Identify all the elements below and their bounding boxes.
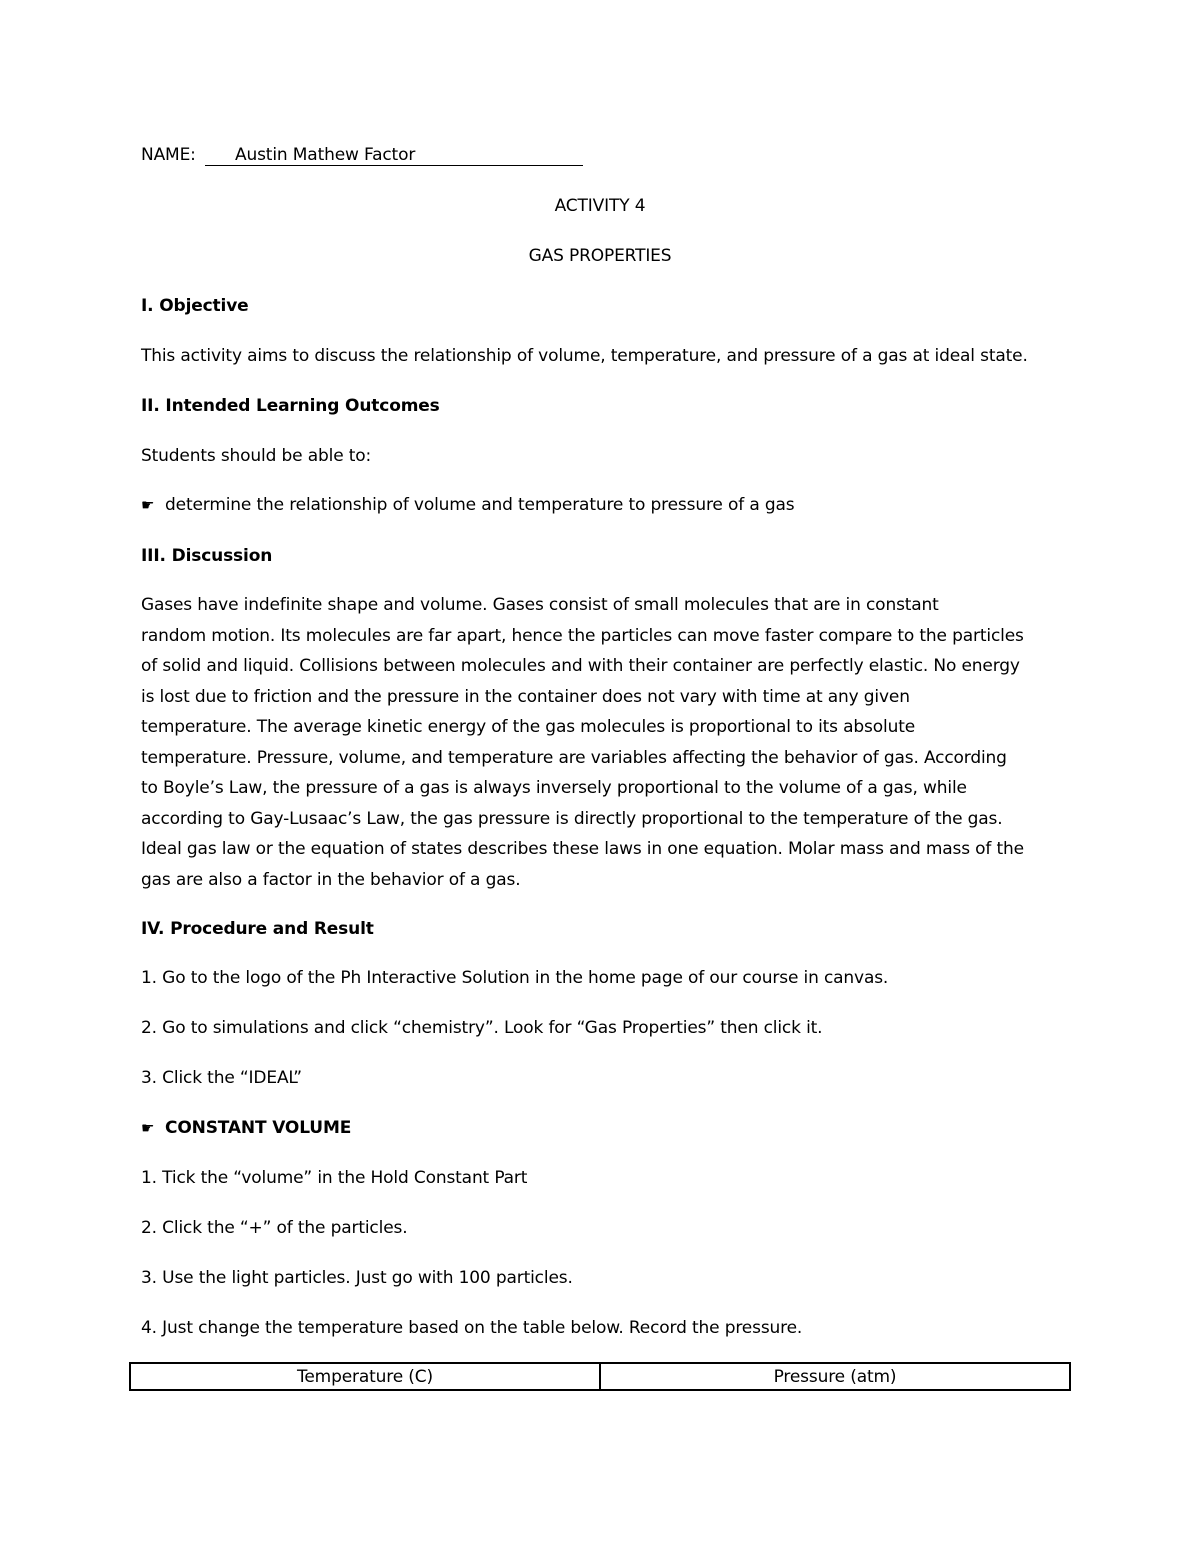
constant-volume-step: 3. Use the light particles. Just go with 100 particles. — [141, 1268, 573, 1288]
discussion-line: Ideal gas law or the equation of states describes these laws in one equation. Molar mass and mass of the — [141, 839, 1024, 859]
discussion-line: of solid and liquid. Collisions between molecules and with their container are perfectly elastic. No energy — [141, 656, 1020, 676]
name-value: Austin Mathew Factor — [205, 145, 583, 166]
outcome-item — [141, 494, 794, 516]
name-label: NAME: — [141, 145, 196, 165]
discussion-line: gas are also a factor in the behavior of a gas. — [141, 869, 521, 890]
discussion-line: is lost due to friction and the pressure in the container does not vary with time at any given — [141, 686, 910, 707]
discussion-paragraph — [141, 590, 1061, 895]
discussion-heading: III. Discussion — [141, 546, 273, 566]
outcomes-intro: Students should be able to: — [141, 446, 372, 466]
temperature-column-header: Temperature (C) — [130, 1363, 600, 1390]
constant-volume-step: 4. Just change the temperature based on the table below. Record the pressure. — [141, 1318, 803, 1338]
activity-title: ACTIVITY 4 — [554, 196, 646, 216]
constant-volume-heading — [141, 1117, 351, 1139]
pointing-hand-icon: ☛ — [141, 496, 155, 514]
constant-volume-step: 2. Click the “+” of the particles. — [141, 1218, 408, 1238]
constant-volume-title: CONSTANT VOLUME — [165, 1118, 352, 1138]
outcome-item-text: determine the relationship of volume and temperature to pressure of a gas — [165, 495, 795, 515]
procedure-step: 3. Click the “IDEAL” — [141, 1068, 302, 1088]
constant-volume-step: 1. Tick the “volume” in the Hold Constant Part — [141, 1168, 528, 1188]
pointing-hand-icon: ☛ — [141, 1119, 155, 1137]
objective-text: This activity aims to discuss the relationship of volume, temperature, and pressure of a gas at ideal state. — [141, 346, 1028, 366]
procedure-step: 2. Go to simulations and click “chemistry”. Look for “Gas Properties” then click it. — [141, 1018, 823, 1038]
objective-heading: I. Objective — [141, 296, 249, 316]
outcomes-heading: II. Intended Learning Outcomes — [141, 396, 440, 416]
procedure-heading: IV. Procedure and Result — [141, 919, 374, 939]
name-line — [141, 144, 583, 166]
discussion-line: random motion. Its molecules are far apart, hence the particles can move faster compare to the particles — [141, 625, 1024, 646]
activity-subtitle: GAS PROPERTIES — [528, 246, 672, 266]
procedure-step: 1. Go to the logo of the Ph Interactive Solution in the home page of our course in canvas. — [141, 968, 889, 988]
discussion-line: according to Gay-Lusaac’s Law, the gas pressure is directly proportional to the temperature of the gas. — [141, 808, 1003, 829]
discussion-line: temperature. Pressure, volume, and temperature are variables affecting the behavior of gas. According — [141, 747, 1007, 768]
table-header-row — [130, 1363, 1070, 1390]
discussion-line: to Boyle’s Law, the pressure of a gas is always inversely proportional to the volume of a gas, while — [141, 778, 967, 798]
results-table — [129, 1362, 1071, 1391]
discussion-line: temperature. The average kinetic energy of the gas molecules is proportional to its absolute — [141, 717, 916, 737]
discussion-line: Gases have indefinite shape and volume. Gases consist of small molecules that are in constant — [141, 595, 939, 615]
pressure-column-header: Pressure (atm) — [600, 1363, 1070, 1390]
